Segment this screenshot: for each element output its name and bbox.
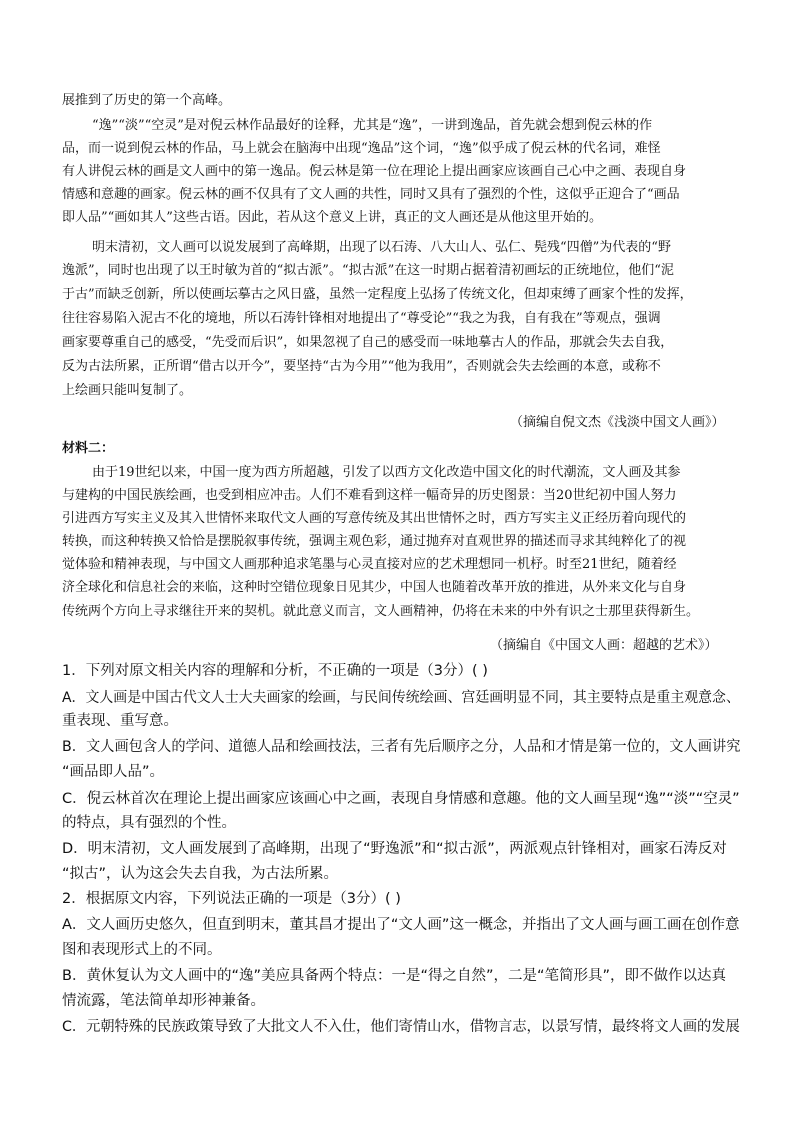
passage-line: 济全球化和信息社会的来临，这种时空错位现象日见其少，中国人也随着改革开放的推进，从外来文化与自身 <box>62 580 687 595</box>
question-1-option-c: C．倪云林首次在理论上提出画家应该画心中之画，表现自身情感和意趣。他的文人画呈现“逸”“淡”“空灵” <box>62 791 740 807</box>
question-1-option-d-cont: “拟古”，认为这会失去自我，为古法所累。 <box>62 866 339 882</box>
passage-line: 画家要尊重自己的感受，“先受而后识”，如果忽视了自己的感受而一味地摹古人的作品，那就会失去自我， <box>62 335 674 350</box>
passage-line: 引进西方写实主义及其入世情怀来取代文人画的写意传统及其出世情怀之时，西方写实主义正经历着向现代的 <box>62 511 687 526</box>
passage-line: 即人品”“画如其人”这些古语。因此，若从这个意义上讲，真正的文人画还是从他这里开始的。 <box>62 210 602 225</box>
question-1-option-a: A．文人画是中国古代文人士大夫画家的绘画，与民间传统绘画、宫廷画明显不同，其主要特点是重主观意念、 <box>62 690 740 706</box>
passage-line: 情感和意趣的画家。倪云林的画不仅具有了文人画的共性，同时又具有了强烈的个性，这似乎正迎合了“画品 <box>62 187 680 202</box>
question-2-option-b: B．黄休复认为文人画中的“逸”美应具备两个特点：一是“得之自然”，二是“笔简形具”，即不做作以达真 <box>62 968 727 984</box>
question-1-option-b: B．文人画包含人的学问、道德人品和绘画技法，三者有先后顺序之分，人品和才情是第一位的，文人画讲究 <box>62 739 741 755</box>
passage-source: （摘编自倪文杰《浅淡中国文人画》） <box>510 415 725 430</box>
question-2-option-a-cont: 图和表现形式上的不同。 <box>62 942 222 958</box>
passage-line: “逸”“淡”“空灵”是对倪云林作品最好的诠释，尤其是“逸”，一讲到逸品，首先就会想到倪云林的作 <box>92 118 653 133</box>
passage-line: 反为古法所累，正所谓“借古以开今”，要坚持“古为今用”“他为我用”，否则就会失去绘画的本意，或称不 <box>62 359 661 374</box>
passage-line: 与建构的中国民族绘画，也受到相应冲击。人们不难看到这样一幅奇异的历史图景：当20世纪初中国人努力 <box>62 488 677 503</box>
passage-line: 转换，而这种转换又恰恰是摆脱叙事传统，强调主观色彩，通过抛弃对直观世界的描述而寻求其纯粹化了的视 <box>62 534 687 549</box>
question-1-option-b-cont: “画品即人品”。 <box>62 764 165 780</box>
question-2-option-b-cont: 情流露，笔法简单却形神兼备。 <box>62 993 265 1009</box>
question-2-option-a: A．文人画历史悠久，但直到明末，董其昌才提出了“文人画”这一概念，并指出了文人画与画工画在创作意 <box>62 917 740 933</box>
passage-line: 传统两个方向上寻求继往开来的契机。就此意义而言，文人画精神，仍将在未来的中外有识之士那里获得新生。 <box>62 604 700 619</box>
passage-line: 觉体验和精神表现，与中国文人画那种追求笔墨与心灵直接对应的艺术理想同一机杼。时至21世纪，随着经 <box>62 557 677 572</box>
passage-line: 于古”而缺乏创新，所以使画坛摹古之风日盛，虽然一定程度上弘扬了传统文化，但却束缚了画家个性的发挥， <box>62 287 693 302</box>
question-2-stem: 2．根据原文内容，下列说法正确的一项是（3分）( ) <box>62 891 401 907</box>
question-1-option-a-cont: 重表现、重写意。 <box>62 713 178 729</box>
passage-line: 由于19世纪以来，中国一度为西方所超越，引发了以西方文化改造中国文化的时代潮流，文人画及其参 <box>92 465 681 480</box>
passage-line: 往往容易陷入泥古不化的境地，所以石涛针锋相对地提出了“尊受论”“我之为我，自有我在”等观点，强调 <box>62 311 661 326</box>
question-1-option-c-cont: 的特点，具有强烈的个性。 <box>62 815 236 831</box>
material-heading: 材料二： <box>62 441 115 456</box>
passage-line: 品，而一说到倪云林的作品，马上就会在脑海中出现“逸品”这个词，“逸”似乎成了倪云林的代名词，难怪 <box>62 141 661 156</box>
passage-line: 明末清初，文人画可以说发展到了高峰期，出现了以石涛、八大山人、弘仁、髡残“四僧”为代表的“野 <box>92 240 671 255</box>
passage-line: 有人讲倪云林的画是文人画中的第一逸品。倪云林是第一位在理论上提出画家应该画自己心中之画、表现自身 <box>62 164 687 179</box>
question-2-option-c: C．元朝特殊的民族政策导致了大批文人不入仕，他们寄情山水，借物言志，以景写情，最终将文人画的发展 <box>62 1019 740 1035</box>
passage-line: 上绘画只能叫复制了。 <box>62 383 193 398</box>
passage-line: 展推到了历史的第一个高峰。 <box>62 93 232 108</box>
passage-line: 逸派”，同时也出现了以王时敏为首的“拟古派”。“拟古派”在这一时期占据着清初画坛的正统地位，他们“泥 <box>62 263 674 278</box>
question-1-stem: 1．下列对原文相关内容的理解和分析，不正确的一项是（3分）( ) <box>62 663 488 679</box>
passage-source: （摘编自《中国文人画：超越的艺术》） <box>490 638 718 653</box>
question-1-option-d: D．明末清初，文人画发展到了高峰期，出现了“野逸派”和“拟古派”，两派观点针锋相对，画家石涛反对 <box>62 841 727 857</box>
